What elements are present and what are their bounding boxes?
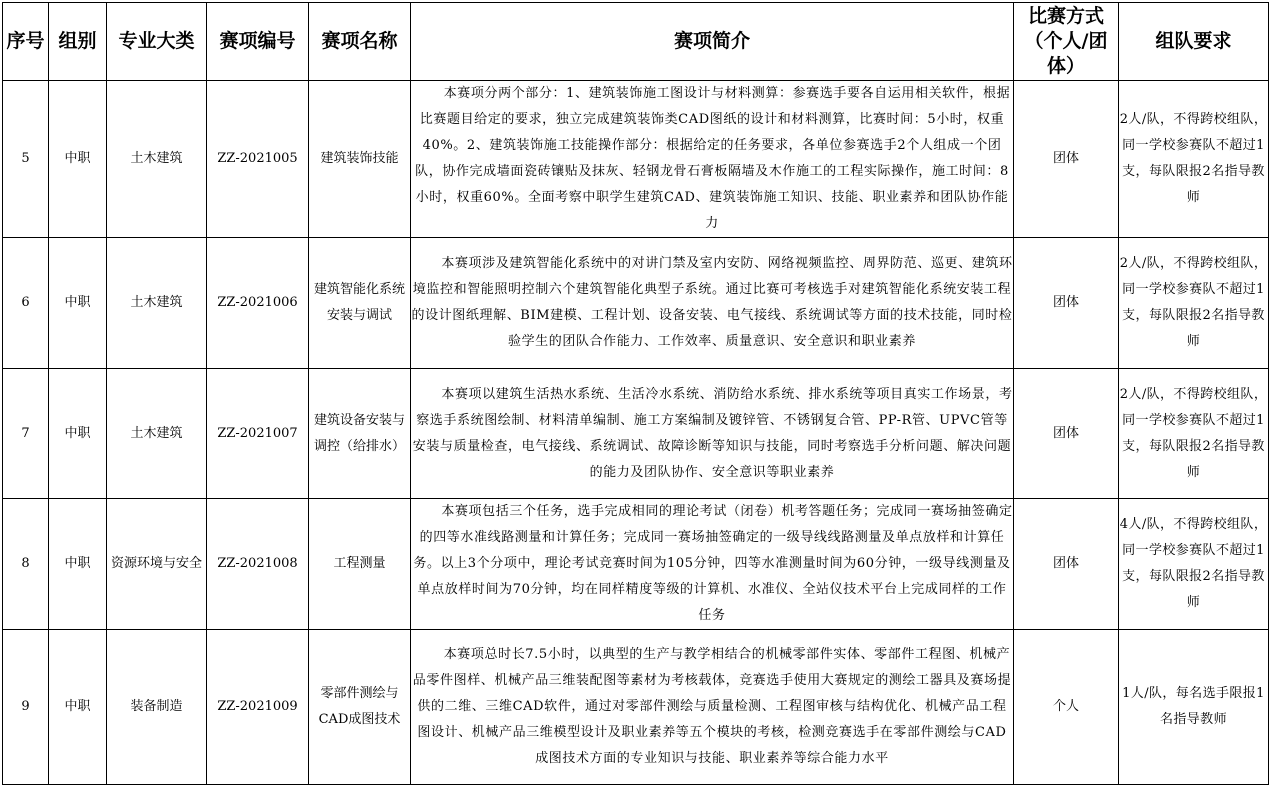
cell-mode: 团体 bbox=[1014, 81, 1119, 238]
cell-group: 中职 bbox=[49, 630, 107, 785]
cell-seq: 7 bbox=[3, 369, 49, 499]
cell-seq: 6 bbox=[3, 238, 49, 369]
cell-name: 零部件测绘与CAD成图技术 bbox=[309, 630, 411, 785]
header-code: 赛项编号 bbox=[207, 3, 309, 81]
cell-code: ZZ-2021009 bbox=[207, 630, 309, 785]
cell-intro bbox=[411, 630, 1014, 785]
cell-seq: 5 bbox=[3, 81, 49, 238]
table-row bbox=[3, 238, 1269, 369]
cell-intro bbox=[411, 499, 1014, 630]
table-row bbox=[3, 630, 1269, 785]
cell-name: 建筑装饰技能 bbox=[309, 81, 411, 238]
intro-text: 本赛项以建筑生活热水系统、生活冷水系统、消防给水系统、排水系统等项目真实工作场景，考察选手系统图绘制、材料清单编制、施工方案编制及镀锌管、不锈钢复合管、PP-R管、UPVC管等安装与质量检查，电气接线、系统调试、故障诊断等知识与技能，同时考察选手分析问题、解决问题的能力及团队协作、安全意识等职业素养 bbox=[412, 386, 1013, 480]
cell-mode: 团体 bbox=[1014, 499, 1119, 630]
cell-major: 装备制造 bbox=[107, 630, 207, 785]
cell-mode: 个人 bbox=[1014, 630, 1119, 785]
header-name: 赛项名称 bbox=[309, 3, 411, 81]
cell-mode: 团体 bbox=[1014, 238, 1119, 369]
intro-text: 本赛项涉及建筑智能化系统中的对讲门禁及室内安防、网络视频监控、周界防范、巡更、建筑环境监控和智能照明控制六个建筑智能化典型子系统。通过比赛可考核选手对建筑智能化系统安装工程的设计图纸理解、BIM建模、工程计划、设备安装、电气接线、系统调试等方面的技术技能，同时检验学生的团队合作能力、工作效率、质量意识、安全意识和职业素养 bbox=[411, 256, 1013, 349]
header-intro: 赛项简介 bbox=[411, 3, 1014, 81]
cell-code: ZZ-2021007 bbox=[207, 369, 309, 499]
cell-intro bbox=[411, 238, 1014, 369]
cell-group: 中职 bbox=[49, 369, 107, 499]
cell-mode: 团体 bbox=[1014, 369, 1119, 499]
cell-code: ZZ-2021008 bbox=[207, 499, 309, 630]
intro-text: 本赛项包括三个任务，选手完成相同的理论考试（闭卷）机考答题任务；完成同一赛场抽签确定的四等水准线路测量和计算任务；完成同一赛场抽签确定的一级导线线路测量及单点放样和计算任务。以上3个分项中，理论考试竞赛时间为105分钟，四等水准测量时间为60分钟，一级导线测量及单点放样时间为70分钟，均在同样精度等级的计算机、水准仪、全站仪技术平台上完成同样的工作任务 bbox=[413, 504, 1013, 623]
intro-text: 本赛项总时长7.5小时，以典型的生产与教学相结合的机械零部件实体、零部件工程图、机械产品零件图样、机械产品三维装配图等素材为考核载体，竞赛选手使用大赛规定的测绘工器具及赛场提供的二维、三维CAD软件，通过对零部件测绘与质量检测、工程图审核与结构优化、机械产品工程图设计、机械产品三维模型设计及职业素养等五个模块的考核，检测竞赛选手在零部件测绘与CAD成图技术方面的专业知识与技能、职业素养等综合能力水平 bbox=[412, 647, 1012, 766]
cell-name: 建筑设备安装与调控（给排水） bbox=[309, 369, 411, 499]
header-row bbox=[3, 3, 1269, 81]
cell-major: 资源环境与安全 bbox=[107, 499, 207, 630]
cell-team: 2人/队，不得跨校组队，同一学校参赛队不超过1支，每队限报2名指导教师 bbox=[1119, 238, 1269, 369]
cell-seq: 8 bbox=[3, 499, 49, 630]
cell-intro bbox=[411, 81, 1014, 238]
cell-team: 2人/队，不得跨校组队，同一学校参赛队不超过1支，每队限报2名指导教师 bbox=[1119, 81, 1269, 238]
cell-group: 中职 bbox=[49, 238, 107, 369]
cell-name: 建筑智能化系统安装与调试 bbox=[309, 238, 411, 369]
cell-name: 工程测量 bbox=[309, 499, 411, 630]
cell-code: ZZ-2021006 bbox=[207, 238, 309, 369]
cell-major: 土木建筑 bbox=[107, 238, 207, 369]
cell-seq: 9 bbox=[3, 630, 49, 785]
table-row bbox=[3, 499, 1269, 630]
header-major: 专业大类 bbox=[107, 3, 207, 81]
cell-team: 1人/队，每名选手限报1名指导教师 bbox=[1119, 630, 1269, 785]
cell-major: 土木建筑 bbox=[107, 369, 207, 499]
table-row bbox=[3, 81, 1269, 238]
cell-team: 4人/队，不得跨校组队，同一学校参赛队不超过1支，每队限报2名指导教师 bbox=[1119, 499, 1269, 630]
competition-table bbox=[2, 2, 1269, 785]
intro-text: 本赛项分两个部分：1、建筑装饰施工图设计与材料测算：参赛选手要各自运用相关软件，根据比赛题目给定的要求，独立完成建筑装饰类CAD图纸的设计和材料测算，比赛时间：5小时，权重40%。2、建筑装饰施工技能操作部分：根据给定的任务要求，各单位参赛选手2个人组成一个团队，协作完成墙面瓷砖镶贴及抹灰、轻钢龙骨石膏板隔墙及木作施工的工程实际操作，施工时间：8小时，权重60%。全面考察中职学生建筑CAD、建筑装饰施工知识、技能、职业素养和团队协作能力 bbox=[415, 86, 1011, 231]
header-mode: 比赛方式（个人/团体） bbox=[1014, 3, 1119, 81]
cell-major: 土木建筑 bbox=[107, 81, 207, 238]
header-seq: 序号 bbox=[3, 3, 49, 81]
cell-team: 2人/队，不得跨校组队，同一学校参赛队不超过1支，每队限报2名指导教师 bbox=[1119, 369, 1269, 499]
header-team: 组队要求 bbox=[1119, 3, 1269, 81]
table-row bbox=[3, 369, 1269, 499]
cell-group: 中职 bbox=[49, 499, 107, 630]
cell-code: ZZ-2021005 bbox=[207, 81, 309, 238]
header-group: 组别 bbox=[49, 3, 107, 81]
cell-group: 中职 bbox=[49, 81, 107, 238]
cell-intro bbox=[411, 369, 1014, 499]
